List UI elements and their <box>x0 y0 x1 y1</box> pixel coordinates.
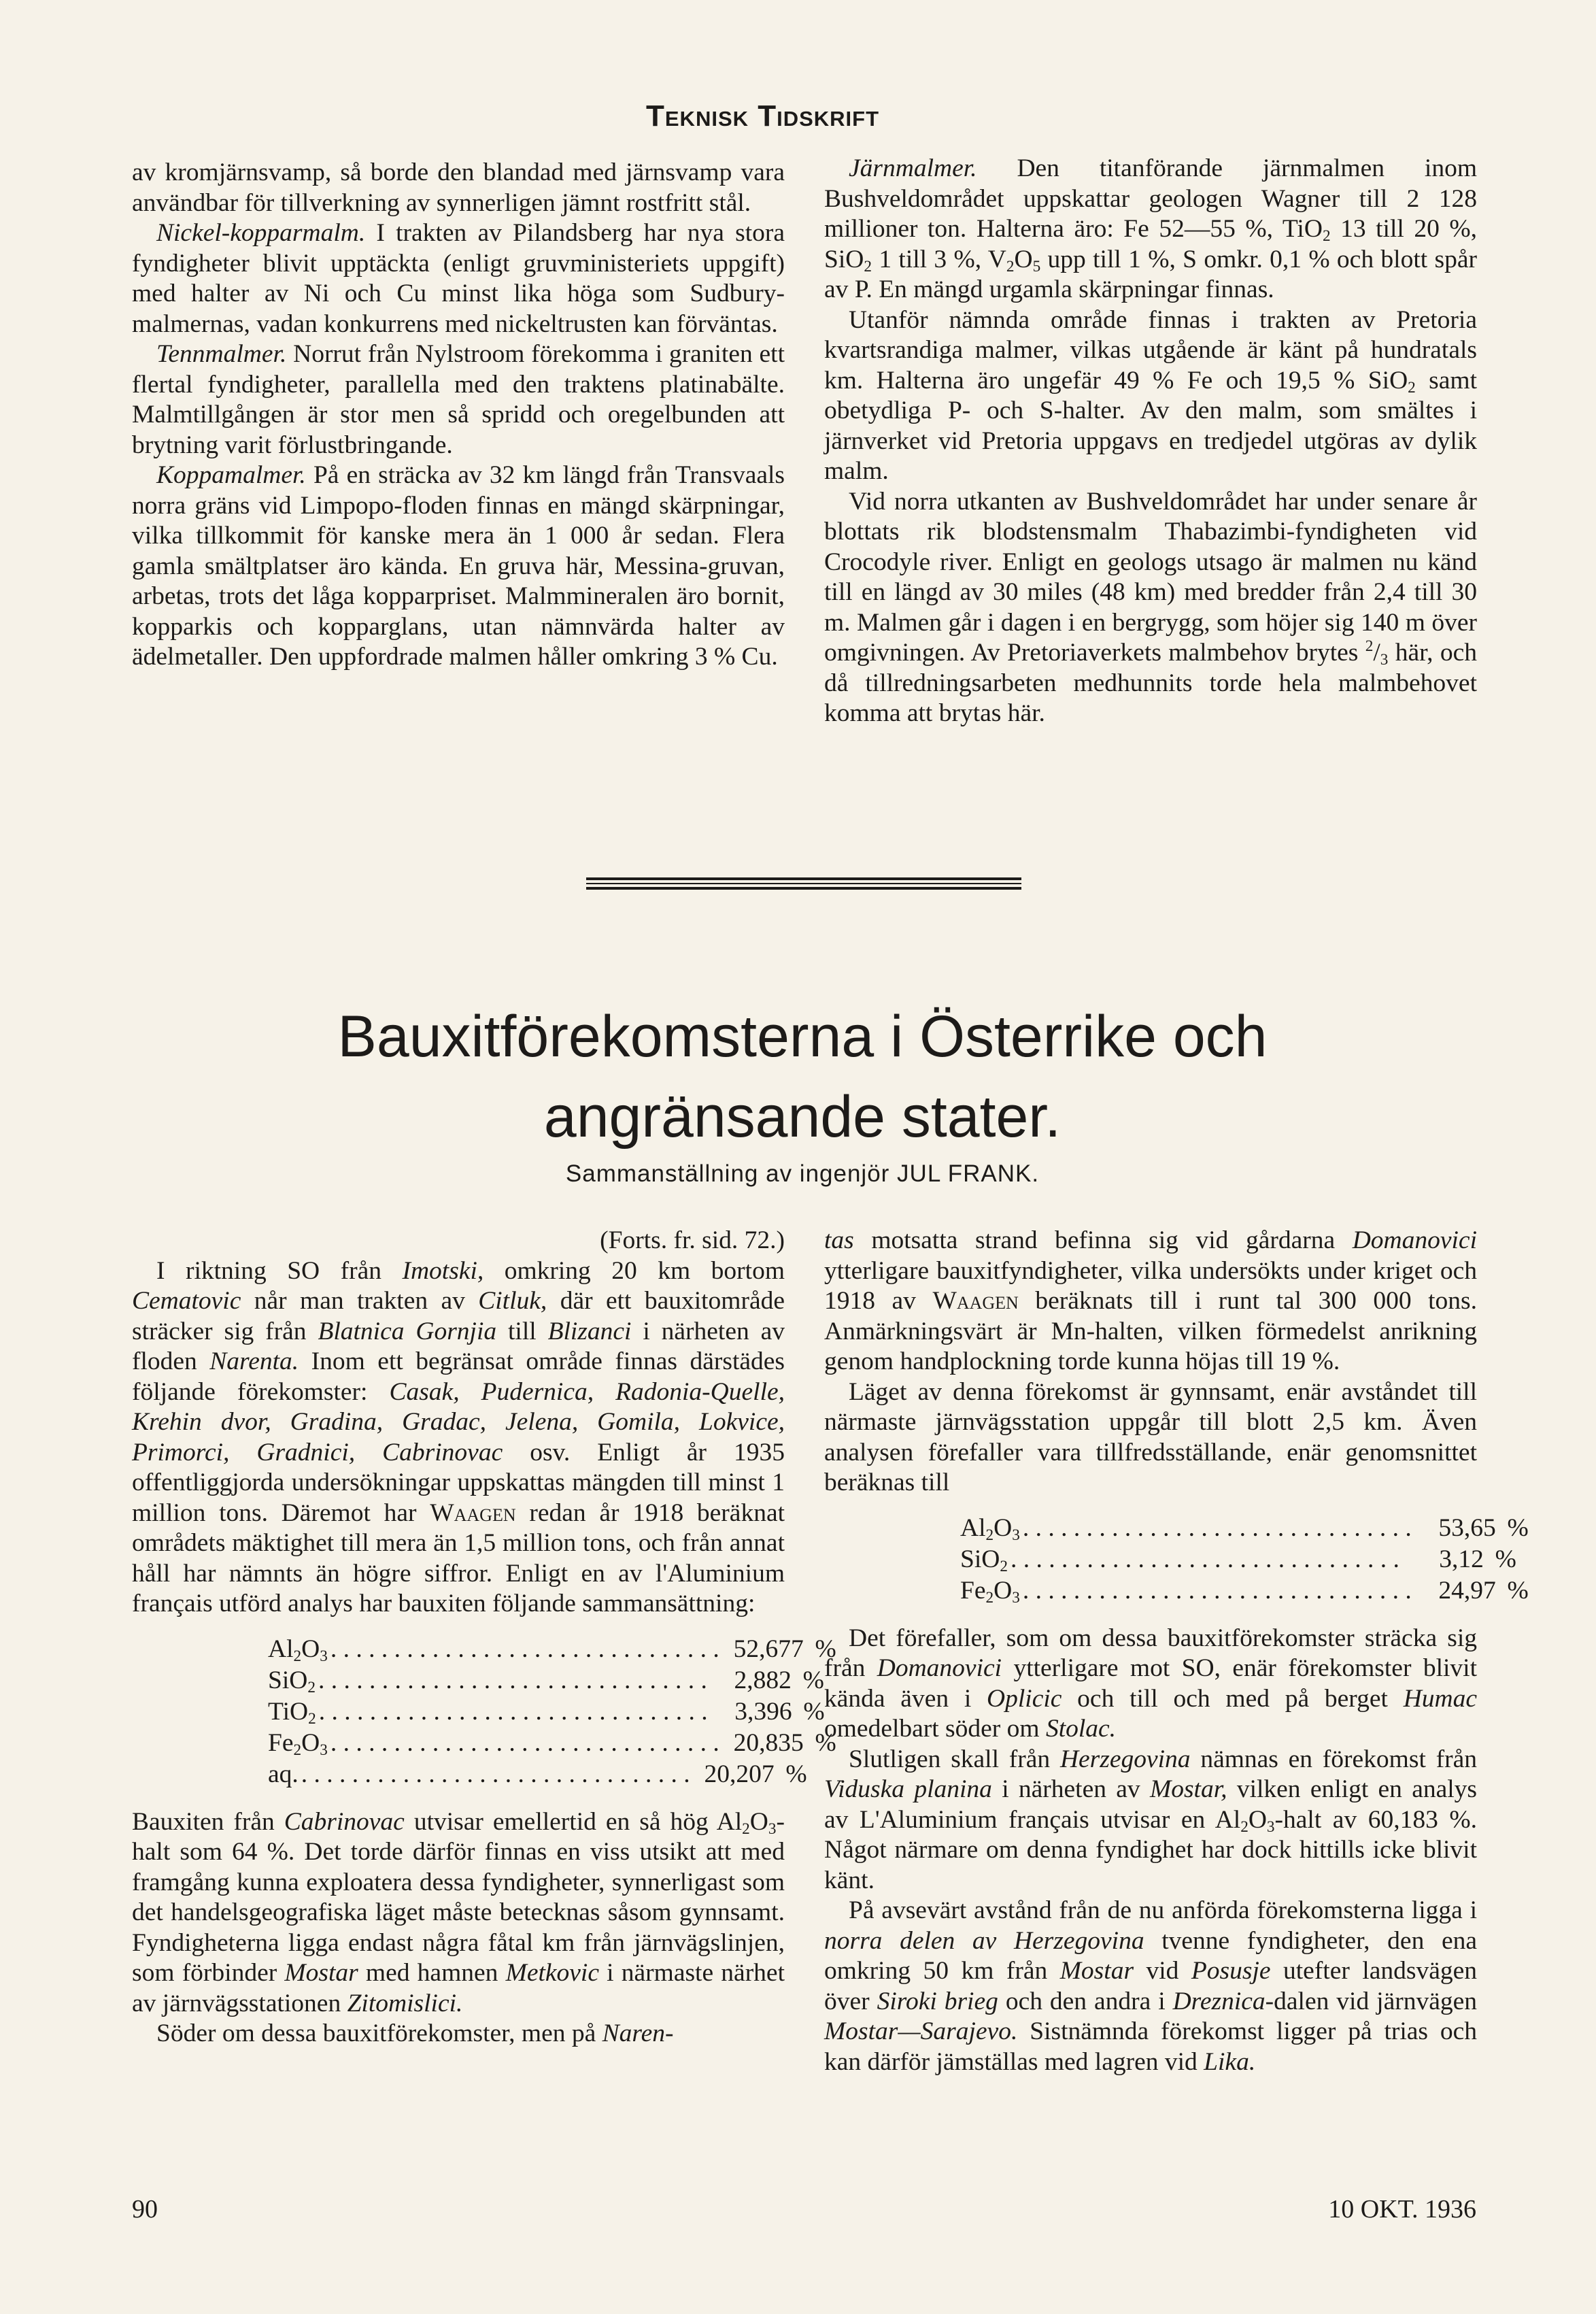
place-name: Mostar <box>1059 1957 1134 1985</box>
paragraph-text: till <box>496 1317 548 1345</box>
superscript: 2 <box>1365 637 1374 655</box>
subscript: 2 <box>1322 227 1331 245</box>
place-name: tas <box>824 1226 854 1254</box>
analysis-row <box>268 1728 836 1760</box>
paragraph-text: vid <box>1134 1957 1191 1985</box>
top-right-column <box>824 154 1477 729</box>
analysis-unit: % <box>815 1634 836 1663</box>
subscript: 2 <box>1240 1817 1249 1836</box>
analysis-value: 52,677 <box>733 1634 804 1663</box>
paragraph-text: osv. Enligt år 1935 offentliggjorda undersökningar uppskattas mängden till minst 1 million tons. Däremot har <box>132 1438 785 1527</box>
paragraph-text: redan år 1918 beräknat områdets mäktighet till mera än 1,5 million tons, och från annat håll har nämnts än högre siffror. Enligt en av l'Aluminium français utförd analys har bauxiten följande sammansättning: <box>132 1498 785 1617</box>
place-name: Oplicic <box>987 1684 1062 1713</box>
paragraph-text: omkring 20 km bortom <box>483 1256 785 1285</box>
subscript: 2 <box>1408 378 1416 397</box>
paragraph <box>824 487 1477 729</box>
compound-label: SiO$_2$ <box>960 1545 1008 1575</box>
paragraph-text: -halt av 60,183 %. Något närmare om denna fyndighet har dock hittills icke blivit känt. <box>824 1805 1477 1894</box>
paragraph <box>824 305 1477 487</box>
place-name: Zitomislici. <box>347 1989 463 2017</box>
paragraph <box>824 1745 1477 1896</box>
top-left-column <box>132 158 785 673</box>
place-name: Herzegovina <box>1059 1745 1191 1773</box>
paragraph-text: 13 till 20 %, SiO <box>824 215 1477 273</box>
analysis-value: 24,97 <box>1438 1576 1496 1605</box>
place-name: Mostar, <box>1149 1775 1227 1803</box>
subscript: 2 <box>742 1820 750 1838</box>
paragraph-text: O <box>1248 1805 1267 1834</box>
paragraph-text: 1 till 3 %, V <box>871 245 1006 273</box>
analysis-unit: % <box>1495 1545 1516 1573</box>
analysis-unit: % <box>785 1760 807 1788</box>
place-name: Blizanci <box>547 1317 632 1345</box>
separator-rule <box>586 877 1021 880</box>
paragraph-text: Det förefaller, som om dessa bauxitförekomster sträcka sig från <box>824 1624 1477 1682</box>
paragraph-text: här, och då tillredningsarbeten medhunnits torde hela malmbehovet komma att brytas här. <box>824 639 1477 727</box>
place-name: Lika. <box>1204 2047 1256 2076</box>
analysis-value: 2,882 <box>734 1666 792 1694</box>
paragraph-text: når man trakten av <box>241 1287 479 1315</box>
continued-note: (Forts. fr. sid. 72.) <box>600 1226 785 1254</box>
paragraph: av kromjärnsvamp, så borde den blandad med järnsvamp vara användbar för tillverkning av synnerligen jämnt rostfritt stål. <box>132 158 785 217</box>
subscript: 5 <box>1032 257 1041 275</box>
analysis-unit: % <box>1507 1576 1529 1605</box>
separator-rule <box>586 883 1021 884</box>
paragraph-text: Den titanförande järnmalmen inom Bushveldområdet uppskattar geologen Wagner till 2 128 millioner ton. Halterna äro: Fe 52—55 %, TiO <box>824 154 1477 243</box>
issue-date: 10 OKT. 1936 <box>1328 2195 1476 2224</box>
leader-dots: . . . . . . . . . . . . . . . . . . . . . . . . . . . . . . . <box>330 1728 719 1757</box>
paragraph-text: -dalen vid järnvägen <box>1265 1987 1478 2015</box>
paragraph-text: motsatta strand befinna sig vid gårdarna <box>853 1226 1353 1254</box>
paragraph-tenn <box>132 339 785 460</box>
title-line: Bauxitförekomsterna i Österrike och <box>337 1004 1268 1069</box>
compound-label: $Fe_2O_3$ <box>268 1728 328 1759</box>
subscript: 3 <box>1266 1817 1275 1836</box>
place-list: Casak, Pudernica, Radonia-Quelle, Krehin dvor, Gradina, Gradac, Jelena, Gomila, Lokvice, Primorci, Gradnici, Cabrinovac <box>132 1377 785 1466</box>
analysis-value: 3,396 <box>734 1697 792 1726</box>
place-name: Viduska planina <box>824 1775 992 1803</box>
analysis-row <box>960 1545 1516 1576</box>
place-name: Cabrinovac <box>284 1807 405 1836</box>
paragraph-text: I riktning SO från <box>156 1256 403 1285</box>
place-name: Humac <box>1403 1684 1477 1713</box>
subscript: 3 <box>1380 651 1389 669</box>
analysis-unit: % <box>802 1666 824 1694</box>
compound-label: $Fe_2O_3$ <box>960 1576 1020 1607</box>
compound-label: SiO$_2$ <box>268 1666 316 1696</box>
place-name: Stolac. <box>1045 1715 1117 1743</box>
section-heading: Järnmalmer. <box>849 154 977 182</box>
subscript: 2 <box>1006 257 1015 275</box>
paragraph-text: och den andra i <box>998 1987 1173 2015</box>
place-name: norra delen av Herzegovina <box>824 1926 1144 1955</box>
analysis-unit: % <box>803 1697 825 1726</box>
place-name: Dreznica <box>1172 1987 1266 2015</box>
paragraph <box>824 1896 1477 2077</box>
place-name: Cematovic <box>132 1287 241 1315</box>
leader-dots: . . . . . . . . . . . . . . . . . . . . . . . . . . . . . . . <box>301 1760 690 1788</box>
place-name: Domanovici <box>877 1654 1002 1682</box>
paragraph <box>132 2019 785 2049</box>
leader-dots: . . . . . . . . . . . . . . . . . . . . . . . . . . . . . . . <box>1022 1576 1412 1605</box>
paragraph-text: beräknats till i runt tal 300 000 tons. Anmärkningsvärt är Mn-halten, vilken förmedelst anrikning genom handplockning torde kunna höjas till 19 %. <box>824 1287 1477 1375</box>
paragraph <box>132 1256 785 1620</box>
analysis-row <box>268 1760 807 1791</box>
paragraph-text: Inom ett begränsat område finnas därstädes följande förekomster: <box>132 1347 785 1406</box>
paragraph-text: ytterligare bauxitfyndigheter, vilka undersökts under kriget och 1918 av <box>824 1256 1477 1315</box>
place-name: Mostar—Sarajevo. <box>824 2017 1018 2045</box>
place-name: Siroki brieg <box>877 1987 998 2015</box>
paragraph-text: där ett bauxitområde sträcker sig från <box>132 1287 785 1345</box>
place-name: Mostar <box>284 1959 358 1987</box>
analysis-value: 20,207 <box>704 1760 775 1788</box>
paragraph-text: omedelbart söder om <box>824 1715 1046 1743</box>
analysis-value: 20,835 <box>733 1728 804 1757</box>
person-name: Waagen <box>932 1287 1019 1315</box>
paragraph-text: Slutligen skall från <box>849 1745 1060 1773</box>
compound-label: $Al_2O_3$ <box>960 1513 1020 1544</box>
paragraph-text: Söder om dessa bauxitförekomster, men på <box>156 2019 602 2047</box>
person-name: Waagen <box>430 1498 516 1527</box>
place-name: Blatnica Gornjia <box>318 1317 497 1345</box>
paragraph-koppar <box>132 460 785 673</box>
paragraph-text: Vid norra utkanten av Bushveldområdet har under senare år blottats rik blodstensmalm Thabazimbi-fyndigheten vid Crocodyle river. Enligt en geologs utsago är malmen nu känd till en längd av 30 miles (48 km) med bredder från 2,4 till 30 m. Malmen går i dagen i en bergrygg, som höjer sig 140 m över omgivningen. Av Pretoriaverkets malmbehov brytes <box>824 487 1477 667</box>
paragraph-text: i närheten av <box>991 1775 1150 1803</box>
analysis-row <box>268 1666 824 1697</box>
bottom-right-column <box>824 1226 1529 2077</box>
paragraph: Läget av denna förekomst är gynnsamt, enär avståndet till närmaste järnvägsstation uppgår till blott 2,5 km. Även analysen förefaller vara tillfredsställande, enär genomsnittet beräknas till <box>824 1377 1477 1496</box>
paragraph <box>132 1807 785 2019</box>
paragraph-text: O <box>1014 245 1033 273</box>
paragraph <box>824 1624 1477 1745</box>
leader-dots: . . . . . . . . . . . . . . . . . . . . . . . . . . . . . . . <box>318 1666 707 1694</box>
paragraph-text: upp till 1 %, S omkr. 0,1 % och blott spår av P. En mängd urgamla skärpningar finnas. <box>824 245 1477 303</box>
place-name: Naren- <box>602 2019 674 2047</box>
paragraph-text: ytterligare mot SO, enär förekomster blivit kända även i <box>824 1654 1477 1713</box>
compound-label: TiO$_2$ <box>268 1697 316 1728</box>
paragraph-text: utefter landsvägen över <box>824 1957 1478 2015</box>
analysis-unit: % <box>815 1728 836 1757</box>
analysis-value: 53,65 <box>1438 1513 1496 1542</box>
paragraph-text: nämnas en förekomst från <box>1190 1745 1477 1773</box>
paragraph-text: med hamnen <box>358 1959 506 1987</box>
analysis-table <box>960 1513 1529 1607</box>
leader-dots: . . . . . . . . . . . . . . . . . . . . . . . . . . . . . . . <box>318 1697 708 1726</box>
place-name: Narenta. <box>209 1347 299 1375</box>
paragraph-text: -halt som 64 %. Det torde därför finnas en viss utsikt att med framgång kunna exploatera dessa fyndigheter, synnerligast som det handelsgeografiska läget måste betecknas såsom gynnsamt. Fyndigheterna ligga endast några fåtal km från järnvägslinjen, som förbinder <box>132 1807 785 1987</box>
section-heading: Tennmalmer. <box>156 340 287 368</box>
analysis-row <box>268 1634 836 1666</box>
section-heading: Nickel-kopparmalm. <box>156 219 366 247</box>
title-line: angränsande stater. <box>543 1084 1062 1150</box>
compound-label: aq. <box>268 1760 299 1788</box>
paragraph <box>824 1226 1477 1377</box>
analysis-row <box>960 1513 1529 1545</box>
leader-dots: . . . . . . . . . . . . . . . . . . . . . . . . . . . . . . . <box>1010 1545 1399 1573</box>
paragraph-text: Bauxiten från <box>132 1807 284 1836</box>
paragraph-text: O <box>749 1807 768 1836</box>
paragraph-text: och till och med på berget <box>1062 1684 1404 1713</box>
separator-rule <box>586 887 1021 890</box>
paragraph-jarn <box>824 154 1477 305</box>
paragraph-text: På en sträcka av 32 km längd från Transvaals norra gräns vid Limpopo-floden finnas en mängd skärpningar, vilka tillkommit för kanske mera än 1 000 år sedan. Flera gamla smältplatser äro kända. En gruva här, Messina-gruvan, arbetas, trots det låga kopparpriset. Malmmineralen äro bornit, kopparkis och kopparglans, utan nämnvärda halter av ädelmetaller. Den uppfordrade malmen håller omkring 3 % Cu. <box>132 461 785 671</box>
paragraph-text: Sistnämnda förekomst ligger på trias och kan därför jämställas med lagren vid <box>824 2017 1477 2076</box>
analysis-unit: % <box>1507 1513 1529 1542</box>
compound-label: $Al_2O_3$ <box>268 1634 328 1665</box>
leader-dots: . . . . . . . . . . . . . . . . . . . . . . . . . . . . . . . <box>1022 1513 1412 1542</box>
paragraph-text: utvisar emellertid en så hög Al <box>404 1807 743 1836</box>
place-name: Citluk, <box>478 1287 547 1315</box>
place-name: Domanovici <box>1352 1226 1477 1254</box>
subscript: 3 <box>768 1820 777 1838</box>
paragraph-text: i närheten av floden <box>132 1317 785 1375</box>
paragraph-text: På avsevärt avstånd från de nu anförda förekomsterna ligga i <box>849 1896 1477 1924</box>
place-name: Posusje <box>1191 1957 1271 1985</box>
bottom-left-column <box>132 1226 836 2049</box>
byline: Sammanställning av ingenjör JUL FRANK. <box>565 1160 1040 1187</box>
analysis-row <box>960 1576 1529 1607</box>
leader-dots: . . . . . . . . . . . . . . . . . . . . . . . . . . . . . . . <box>330 1634 719 1663</box>
analysis-value: 3,12 <box>1439 1545 1484 1573</box>
paragraph-text: samt obetydliga P- och S-halter. Av den malm, som smältes i järnverket vid Pretoria uppgavs en tredjedel utgöras av dylik malm. <box>824 366 1477 485</box>
paragraph-text: vilken enligt en analys av L'Aluminium français utvisar en Al <box>824 1775 1478 1834</box>
page-number: 90 <box>132 2195 158 2224</box>
place-name: Imotski, <box>402 1256 484 1285</box>
running-head: Teknisk Tidskrift <box>646 99 880 133</box>
fraction-slash: / <box>1373 639 1380 667</box>
section-heading: Koppamalmer. <box>156 461 306 489</box>
analysis-row <box>268 1697 825 1728</box>
subscript: 2 <box>864 257 872 275</box>
paragraph-text: i närmaste närhet av järnvägsstationen <box>132 1959 785 2017</box>
article-title <box>204 996 1401 1157</box>
paragraph-text: I trakten av Pilandsberg har nya stora fyndigheter blivit upptäckta (enligt gruvministeriets uppgift) med halter av Ni och Cu minst lika höga som Sudbury-malmernas, vadan konkurrens med nickeltrusten kan förväntas. <box>132 219 785 338</box>
paragraph-text: Utanför nämnda område finnas i trakten av Pretoria kvartsrandiga malmer, vilkas utgående är känt på hundratals km. Halterna äro ungefär 49 % Fe och 19,5 % SiO <box>824 305 1477 395</box>
paragraph-text: Norrut från Nylstroom förekomma i graniten ett flertal fyndigheter, parallella med den traktens platinabälte. Malmtillgången är stor men så spridd och oregelbunden att brytning varit förlustbringande. <box>132 340 785 459</box>
analysis-table <box>268 1634 836 1791</box>
paragraph-text: tvenne fyndigheter, den ena omkring 50 km från <box>824 1926 1477 1985</box>
place-name: Metkovic <box>505 1959 599 1987</box>
paragraph-nickel <box>132 218 785 339</box>
